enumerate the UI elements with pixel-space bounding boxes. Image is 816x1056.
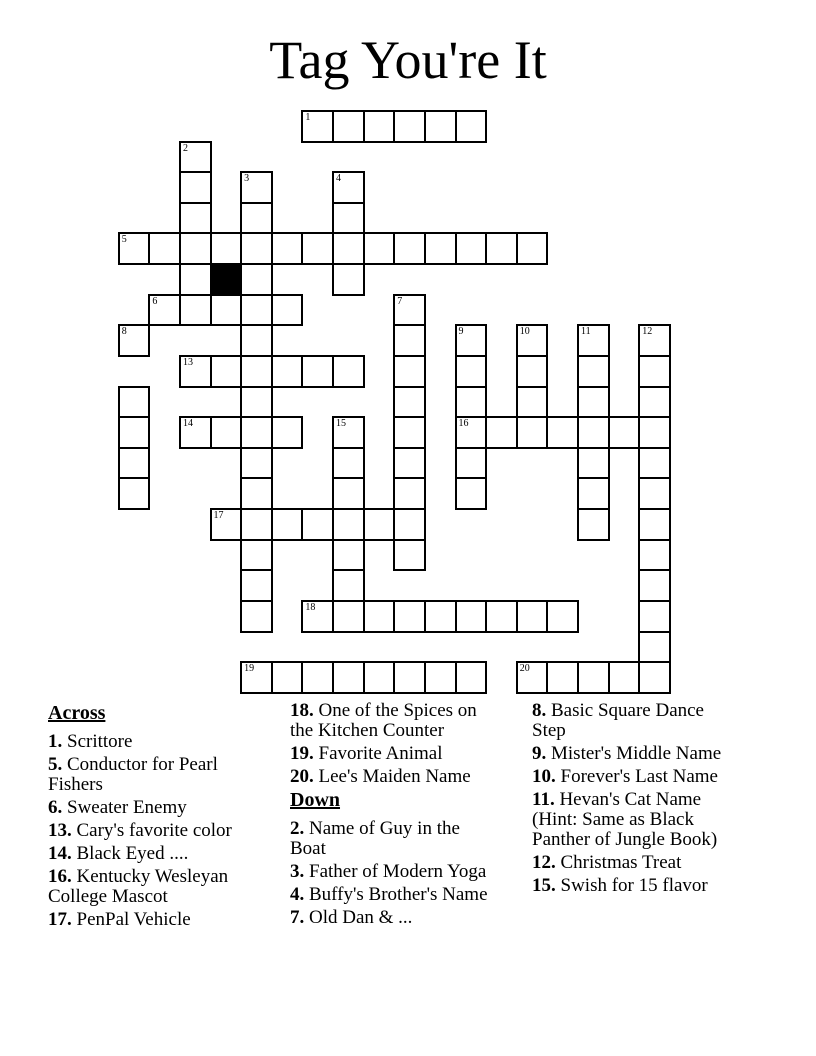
clue-number: 12. <box>532 852 556 873</box>
cell-r1-c2[interactable] <box>179 141 212 174</box>
clue-number: 4. <box>290 884 305 905</box>
cell-r4-c1[interactable] <box>148 232 181 265</box>
cell-r4-c2[interactable] <box>179 232 212 265</box>
cell-r13-c4[interactable] <box>240 508 273 541</box>
cell-r11-c7[interactable] <box>332 447 365 480</box>
black-cell <box>210 263 243 296</box>
cell-r13-c7[interactable] <box>332 508 365 541</box>
clue-18: 18. One of the Spices on the Kitchen Counter <box>290 700 477 741</box>
cell-r10-c2[interactable] <box>179 416 212 449</box>
cell-r18-c8[interactable] <box>363 661 396 694</box>
cell-r18-c14[interactable] <box>546 661 579 694</box>
cell-r10-c11[interactable] <box>455 416 488 449</box>
cell-r4-c5[interactable] <box>271 232 304 265</box>
cell-r4-c6[interactable] <box>301 232 334 265</box>
cell-r8-c17[interactable] <box>638 355 671 388</box>
cell-r8-c2[interactable] <box>179 355 212 388</box>
cell-r10-c3[interactable] <box>210 416 243 449</box>
down-header: Down <box>290 789 341 811</box>
cell-r13-c9[interactable] <box>393 508 426 541</box>
cell-r10-c15[interactable] <box>577 416 610 449</box>
cell-r3-c2[interactable] <box>179 202 212 235</box>
cell-r16-c9[interactable] <box>393 600 426 633</box>
cell-number: 9 <box>458 326 464 338</box>
cell-r14-c4[interactable] <box>240 539 273 572</box>
cell-r0-c8[interactable] <box>363 110 396 143</box>
clue-14: 14. Black Eyed .... <box>48 843 189 864</box>
cell-r15-c17[interactable] <box>638 569 671 602</box>
clue-11: 11. Hevan's Cat Name (Hint: Same as Black Panther of Jungle Book) <box>532 789 718 850</box>
clue-number: 13. <box>48 820 72 841</box>
cell-r14-c7[interactable] <box>332 539 365 572</box>
cell-number: 14 <box>182 418 193 430</box>
cell-r18-c13[interactable] <box>516 661 549 694</box>
cell-r0-c6[interactable] <box>301 110 334 143</box>
clue-column-1 <box>48 701 270 933</box>
cell-r13-c15[interactable] <box>577 508 610 541</box>
clue-column-3 <box>532 701 738 899</box>
cell-r17-c17[interactable] <box>638 631 671 664</box>
cell-r2-c4[interactable] <box>240 171 273 204</box>
cell-r6-c3[interactable] <box>210 294 243 327</box>
clue-4: 4. Buffy's Brother's Name <box>290 884 488 905</box>
cell-r4-c13[interactable] <box>516 232 549 265</box>
cell-r18-c6[interactable] <box>301 661 334 694</box>
cell-r5-c7[interactable] <box>332 263 365 296</box>
cell-r0-c7[interactable] <box>332 110 365 143</box>
cell-r11-c11[interactable] <box>455 447 488 480</box>
clue-number: 6. <box>48 797 63 818</box>
cell-r18-c9[interactable] <box>393 661 426 694</box>
cell-r10-c4[interactable] <box>240 416 273 449</box>
cell-number: 12 <box>642 326 653 338</box>
cell-r9-c15[interactable] <box>577 386 610 419</box>
cell-r12-c9[interactable] <box>393 477 426 510</box>
cell-r4-c12[interactable] <box>485 232 518 265</box>
cell-number: 7 <box>397 295 403 307</box>
cell-r13-c8[interactable] <box>363 508 396 541</box>
cell-r10-c12[interactable] <box>485 416 518 449</box>
cell-r9-c13[interactable] <box>516 386 549 419</box>
cell-r18-c17[interactable] <box>638 661 671 694</box>
cell-r6-c5[interactable] <box>271 294 304 327</box>
clue-number: 7. <box>290 907 305 928</box>
clue-6: 6. Sweater Enemy <box>48 797 187 818</box>
cell-r11-c0[interactable] <box>118 447 151 480</box>
cell-r16-c8[interactable] <box>363 600 396 633</box>
puzzle-title: Tag You're It <box>269 30 547 90</box>
cell-r14-c17[interactable] <box>638 539 671 572</box>
clue-20: 20. Lee's Maiden Name <box>290 766 471 787</box>
clue-number: 9. <box>532 743 547 764</box>
clue-1: 1. Scrittore <box>48 731 133 752</box>
cell-r2-c2[interactable] <box>179 171 212 204</box>
cell-number: 10 <box>519 326 530 338</box>
cell-r16-c6[interactable] <box>301 600 334 633</box>
clue-16: 16. Kentucky Wesleyan College Mascot <box>48 866 229 907</box>
clue-7: 7. Old Dan & ... <box>290 907 413 928</box>
cell-r11-c17[interactable] <box>638 447 671 480</box>
clue-number: 15. <box>532 875 556 896</box>
cell-r16-c13[interactable] <box>516 600 549 633</box>
cell-number: 8 <box>121 326 127 338</box>
cell-r18-c16[interactable] <box>608 661 641 694</box>
cell-r12-c4[interactable] <box>240 477 273 510</box>
clue-number: 11. <box>532 789 555 810</box>
cell-r9-c9[interactable] <box>393 386 426 419</box>
cell-number: 16 <box>458 418 469 430</box>
clue-number: 17. <box>48 909 72 930</box>
cell-r9-c0[interactable] <box>118 386 151 419</box>
cell-number: 1 <box>305 112 311 123</box>
cell-r0-c9[interactable] <box>393 110 426 143</box>
cell-r7-c17[interactable] <box>638 324 671 357</box>
cell-r7-c0[interactable] <box>118 324 151 357</box>
cell-r8-c9[interactable] <box>393 355 426 388</box>
clue-number: 16. <box>48 866 72 887</box>
clue-number: 10. <box>532 766 556 787</box>
cell-r18-c10[interactable] <box>424 661 457 694</box>
cell-r16-c14[interactable] <box>546 600 579 633</box>
cell-r4-c3[interactable] <box>210 232 243 265</box>
cell-r13-c6[interactable] <box>301 508 334 541</box>
cell-r2-c7[interactable] <box>332 171 365 204</box>
cell-r4-c11[interactable] <box>455 232 488 265</box>
cell-r13-c3[interactable] <box>210 508 243 541</box>
cell-r0-c11[interactable] <box>455 110 488 143</box>
cell-r12-c7[interactable] <box>332 477 365 510</box>
cell-r0-c10[interactable] <box>424 110 457 143</box>
cell-r8-c3[interactable] <box>210 355 243 388</box>
cell-r11-c4[interactable] <box>240 447 273 480</box>
clue-number: 8. <box>532 700 547 721</box>
cell-r4-c8[interactable] <box>363 232 396 265</box>
cell-number: 19 <box>244 663 255 675</box>
cell-r16-c10[interactable] <box>424 600 457 633</box>
across-header: Across <box>48 702 106 724</box>
clue-number: 20. <box>290 766 314 787</box>
cell-number: 5 <box>121 234 127 246</box>
cell-number: 6 <box>152 295 158 307</box>
cell-r16-c12[interactable] <box>485 600 518 633</box>
cell-r10-c13[interactable] <box>516 416 549 449</box>
cell-r10-c16[interactable] <box>608 416 641 449</box>
clue-8: 8. Basic Square Dance Step <box>532 700 704 741</box>
cell-r18-c7[interactable] <box>332 661 365 694</box>
cell-number: 2 <box>182 142 188 154</box>
cell-r8-c5[interactable] <box>271 355 304 388</box>
clue-10: 10. Forever's Last Name <box>532 766 718 787</box>
clue-number: 18. <box>290 700 314 721</box>
cell-r15-c4[interactable] <box>240 569 273 602</box>
cell-number: 17 <box>213 510 224 522</box>
cell-r9-c11[interactable] <box>455 386 488 419</box>
cell-r5-c2[interactable] <box>179 263 212 296</box>
cell-r8-c7[interactable] <box>332 355 365 388</box>
clue-3: 3. Father of Modern Yoga <box>290 861 487 882</box>
cell-r18-c5[interactable] <box>271 661 304 694</box>
cell-r6-c9[interactable] <box>393 294 426 327</box>
cell-r18-c4[interactable] <box>240 661 273 694</box>
clue-2: 2. Name of Guy in the Boat <box>290 818 460 859</box>
cell-r10-c17[interactable] <box>638 416 671 449</box>
cell-number: 15 <box>336 418 347 430</box>
cell-r13-c5[interactable] <box>271 508 304 541</box>
clue-9: 9. Mister's Middle Name <box>532 743 722 764</box>
cell-r4-c7[interactable] <box>332 232 365 265</box>
cell-r8-c11[interactable] <box>455 355 488 388</box>
cell-r6-c2[interactable] <box>179 294 212 327</box>
clue-15: 15. Swish for 15 flavor <box>532 875 708 896</box>
cell-r8-c13[interactable] <box>516 355 549 388</box>
cell-r9-c17[interactable] <box>638 386 671 419</box>
cell-r11-c15[interactable] <box>577 447 610 480</box>
cell-r10-c0[interactable] <box>118 416 151 449</box>
cell-r16-c11[interactable] <box>455 600 488 633</box>
cell-r4-c10[interactable] <box>424 232 457 265</box>
clue-number: 1. <box>48 731 63 752</box>
clue-5: 5. Conductor for Pearl Fishers <box>48 754 218 795</box>
cell-r7-c11[interactable] <box>455 324 488 357</box>
cell-r3-c7[interactable] <box>332 202 365 235</box>
cell-r11-c9[interactable] <box>393 447 426 480</box>
cell-r14-c9[interactable] <box>393 539 426 572</box>
clue-17: 17. PenPal Vehicle <box>48 909 191 930</box>
cell-number: 11 <box>581 326 591 338</box>
cell-r8-c15[interactable] <box>577 355 610 388</box>
cell-r15-c7[interactable] <box>332 569 365 602</box>
cell-r4-c4[interactable] <box>240 232 273 265</box>
cell-r10-c5[interactable] <box>271 416 304 449</box>
cell-r9-c4[interactable] <box>240 386 273 419</box>
cell-number: 18 <box>305 601 316 613</box>
clue-19: 19. Favorite Animal <box>290 743 443 764</box>
cell-r5-c4[interactable] <box>240 263 273 296</box>
cell-r3-c4[interactable] <box>240 202 273 235</box>
clue-number: 5. <box>48 754 63 775</box>
cell-r7-c13[interactable] <box>516 324 549 357</box>
cell-r8-c4[interactable] <box>240 355 273 388</box>
cell-r13-c17[interactable] <box>638 508 671 541</box>
cell-r7-c4[interactable] <box>240 324 273 357</box>
cell-r10-c9[interactable] <box>393 416 426 449</box>
cell-r12-c15[interactable] <box>577 477 610 510</box>
cell-r18-c11[interactable] <box>455 661 488 694</box>
clue-number: 14. <box>48 843 72 864</box>
cell-r18-c15[interactable] <box>577 661 610 694</box>
cell-r8-c6[interactable] <box>301 355 334 388</box>
cell-number: 20 <box>519 663 530 675</box>
cell-r12-c0[interactable] <box>118 477 151 510</box>
cell-r10-c14[interactable] <box>546 416 579 449</box>
clue-13: 13. Cary's favorite color <box>48 820 232 841</box>
clue-column-2 <box>290 701 496 931</box>
cell-number: 13 <box>182 356 193 368</box>
cell-number: 3 <box>244 173 250 185</box>
clue-number: 2. <box>290 818 305 839</box>
cell-r16-c4[interactable] <box>240 600 273 633</box>
cell-r12-c17[interactable] <box>638 477 671 510</box>
cell-number: 4 <box>336 173 342 185</box>
clue-12: 12. Christmas Treat <box>532 852 682 873</box>
clue-number: 3. <box>290 861 305 882</box>
cell-r4-c0[interactable] <box>118 232 151 265</box>
cell-r6-c4[interactable] <box>240 294 273 327</box>
cell-r7-c15[interactable] <box>577 324 610 357</box>
cell-r16-c17[interactable] <box>638 600 671 633</box>
cell-r12-c11[interactable] <box>455 477 488 510</box>
cell-r16-c7[interactable] <box>332 600 365 633</box>
cell-r7-c9[interactable] <box>393 324 426 357</box>
clue-number: 19. <box>290 743 314 764</box>
cell-r6-c1[interactable] <box>148 294 181 327</box>
cell-r4-c9[interactable] <box>393 232 426 265</box>
cell-r10-c7[interactable] <box>332 416 365 449</box>
